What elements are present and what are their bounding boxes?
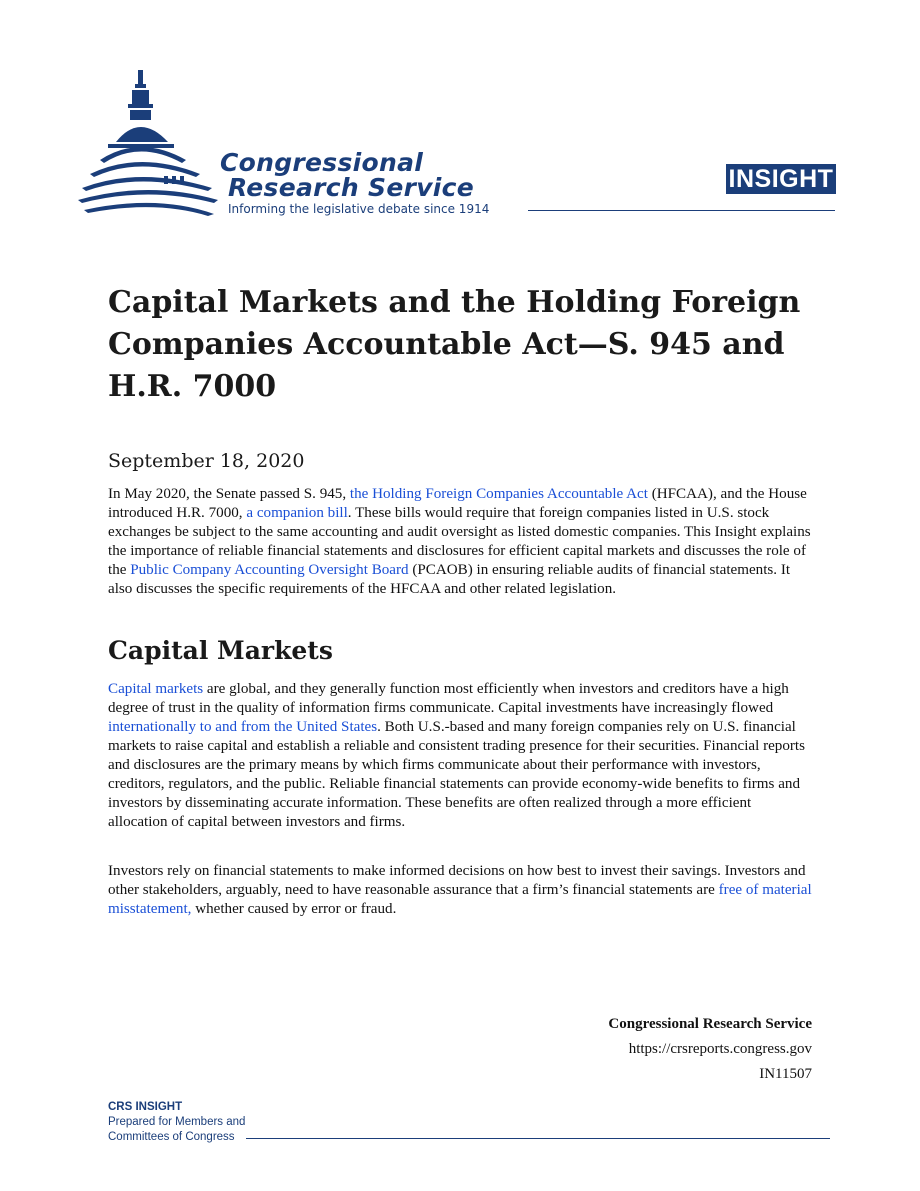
footer-rule [246,1138,830,1139]
hfcaa-link[interactable]: the Holding Foreign Companies Accountable Act [349,486,648,502]
prepared-line-1: Prepared for Members and [108,1116,246,1128]
logo-research-service: Research Service [228,173,475,202]
crs-logo [78,64,548,224]
publication-date: September 18, 2020 [108,450,305,472]
capital-markets-text-2: . Both U.S.-based and many foreign companies rely on U.S. financial markets to raise capital and establish a reliable and consistent trading presence for their securities. Financial reports and disclosures are the primary means by which firms communicate about their performance with investors, creditors, regulators, and the public. Reliable financial statements can provide economy-wide benefits to firms and investors by disseminating accurate information. These benefits are often realized through a more efficient allocation of capital between investors and firms. [108,719,805,830]
international-flows-link[interactable]: internationally to and from the United States [108,719,378,735]
investors-paragraph [108,862,814,919]
header-rule [528,210,835,211]
capital-markets-link[interactable]: Capital markets [108,681,204,697]
footer-url[interactable]: https://crsreports.congress.gov [628,1041,812,1057]
prepared-line-2: Committees of Congress [108,1131,235,1143]
investors-text-2: whether caused by error or fraud. [191,901,397,917]
intro-text-1: In May 2020, the Senate passed S. 945, [108,486,350,502]
crs-insight-footer [108,1100,245,1145]
companion-bill-link[interactable]: a companion bill [246,505,348,521]
footer-citation [608,1012,812,1087]
pcaob-link[interactable]: Public Company Accounting Oversight Board [130,562,409,578]
footer-org: Congressional Research Service [608,1016,812,1032]
capital-markets-paragraph [108,680,814,832]
investors-text-1: Investors rely on financial statements to make informed decisions on how best to invest their savings. Investors and other stakeholders, arguably, need to have reasonable assurance that a firm’s financial statements are [108,863,806,898]
intro-text-4: (PCAOB) in ensuring reliable audits of financial statements. It also discusses the specific requirements of the HFCAA and other related legislation. [108,562,791,597]
capital-markets-text-1: are global, and they generally function most efficiently when investors and creditors have a high degree of trust in the quality of information firms communicate. Capital investments have increasingly flowed [108,681,789,716]
material-misstatement-link[interactable]: free of material misstatement, [108,882,812,917]
intro-paragraph [108,485,814,599]
intro-text-3: . These bills would require that foreign companies listed in U.S. stock exchanges be subject to the same accounting and audit oversight as listed domestic companies. This Insight explains the importance of reliable financial statements and disclosures for efficient capital markets and discusses the role of the [108,505,811,578]
page-title: Capital Markets and the Holding Foreign Companies Accountable Act—S. 945 and H.R. 7000 [108,285,801,404]
logo-congressional: Congressional [220,148,424,177]
footer-report-id: IN11507 [759,1066,812,1082]
crs-insight-label: CRS INSIGHT [108,1101,183,1113]
intro-text-2: (HFCAA), and the House introduced H.R. 7000, [108,486,807,521]
insight-badge: INSIGHT [726,164,836,194]
section-heading-capital-markets: Capital Markets [108,636,333,665]
logo-tagline: Informing the legislative debate since 1914 [228,202,490,216]
